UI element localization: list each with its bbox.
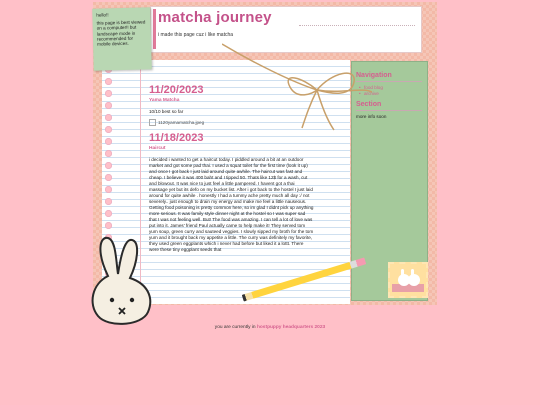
binder-hole	[105, 162, 112, 169]
binder-hole	[105, 222, 112, 229]
post-body: i decided i wanted to get a haircut today. I piddled around a bit at an outdoor market and got some pad thai. I used a squat toilet for the first time (look it up) and once I got back I just laid around quite awhile. The haircut was fast and cheap. I believe it was 400 baht and I tipped 50. Thats like 12$ for a wash, cut and blowout. It was nice to just feel a little pampered. I havent got a thai massage yet but its defo on my bucket list. After i got back to the hostel I just laid around for quite awhile . honestly I had a tummy ache pretty much all day :/ not severely.. just enough to drain my energy and make me feel a little nauseous. Getting food poisoning is pretty common here, so im glad I didnt pick up anything more serious. It was family style dinner night at the hostel so I was super sad that I was not feeling well. But! The food was amazing. I can tell a lot of love was put into it. James' friend Paul actually came to help make it! They served tom yum soup, green curry and sauteed veggies. I slowly sipped my broth for the tom yum and it brought back my appetite a little. The curry was definitely my favorite, they used green eggplants which i never had before but liked it a lottt. There were these tiny eggplant seeds that	[149, 157, 314, 252]
binder-hole	[105, 210, 112, 217]
binder-hole	[105, 198, 112, 205]
title-divider	[299, 25, 415, 26]
site-tagline: i made this page cuz i like matcha	[158, 32, 234, 38]
footer	[0, 325, 540, 330]
footer-prefix: you are currently in	[214, 325, 256, 330]
post-title: Haircut	[149, 146, 166, 151]
site-title: matcha journey	[158, 9, 272, 26]
post-title: Yama Matcha	[149, 98, 180, 103]
post-date: 11/18/2023	[149, 132, 204, 144]
sticky-greeting: hello!!	[96, 12, 109, 18]
binder-hole	[105, 174, 112, 181]
binder-hole	[105, 186, 112, 193]
binder-hole	[105, 90, 112, 97]
binder-hole	[105, 102, 112, 109]
post-date: 11/20/2023	[149, 84, 204, 96]
nav-link-food-blog[interactable]: • food blog	[364, 85, 422, 90]
binder-hole	[105, 126, 112, 133]
header-accent-bar	[153, 9, 156, 49]
binder-hole	[105, 150, 112, 157]
twine-bow-icon	[222, 42, 372, 132]
binder-hole	[105, 114, 112, 121]
post-body: 10/10 best so far	[149, 109, 184, 114]
post-image-alt: 1120yamamatcha.jpeg	[158, 120, 205, 125]
bunny-sticker-icon	[88, 236, 158, 328]
nav-link-archive[interactable]: • archive	[364, 91, 422, 96]
footer-credit-link[interactable]: hostpuppy headquarters 2023	[256, 325, 326, 330]
bunny-stamp-icon	[388, 262, 428, 298]
broken-image-icon	[149, 119, 156, 126]
blog-post	[149, 132, 314, 253]
binder-hole	[105, 78, 112, 85]
navigation-heading: Navigation	[356, 72, 392, 79]
sticky-message: this page is best viewed on a computer!! but landscape mode is recommended for mobile devices.	[96, 19, 146, 47]
section-text: more info soon	[356, 114, 387, 119]
binder-hole	[105, 138, 112, 145]
sticky-note	[92, 7, 152, 70]
section-heading: Section	[356, 101, 382, 108]
